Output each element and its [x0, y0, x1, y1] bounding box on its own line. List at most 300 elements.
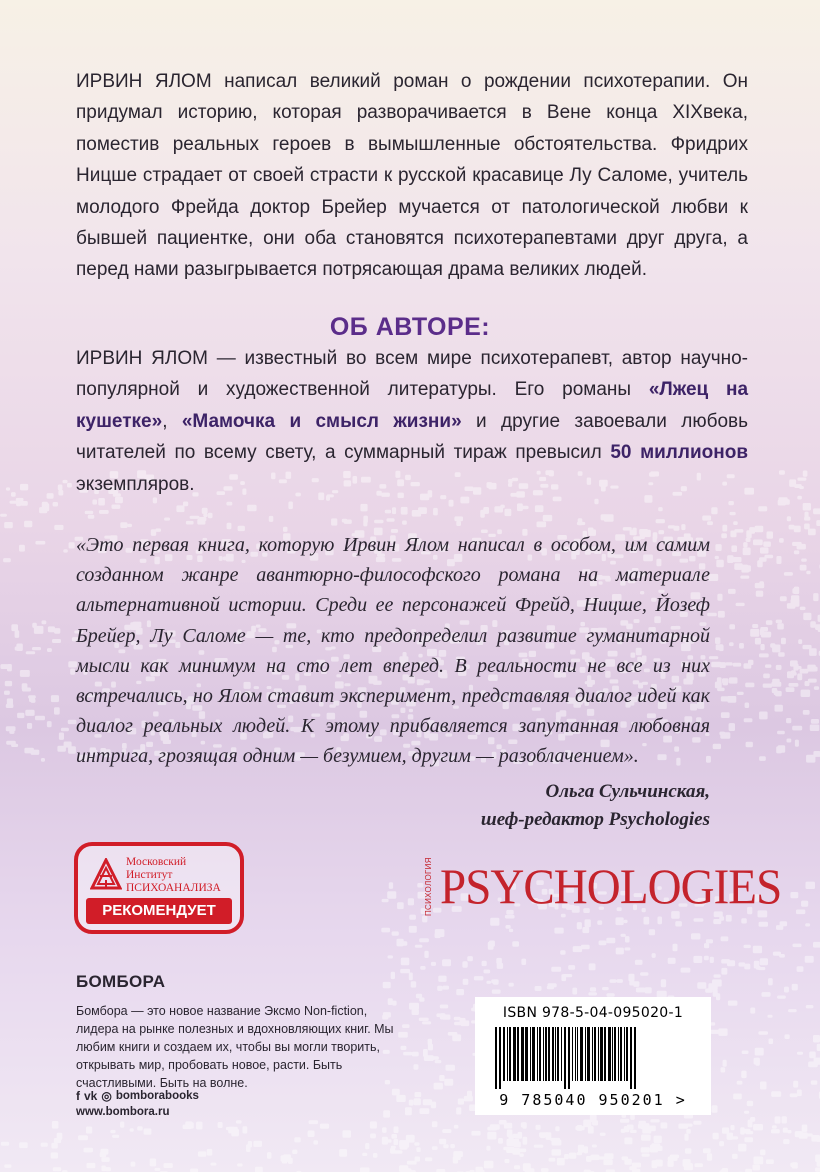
- mosaic-tile: [592, 1120, 598, 1125]
- mosaic-tile: [42, 502, 48, 510]
- mosaic-tile: [420, 1108, 430, 1114]
- mosaic-tile: [744, 718, 753, 722]
- mosaic-tile: [552, 1140, 562, 1146]
- mosaic-tile: [805, 923, 810, 926]
- mosaic-tile: [17, 713, 24, 718]
- mosaic-tile: [717, 688, 725, 692]
- mosaic-tile: [740, 576, 749, 579]
- mosaic-tile: [738, 1144, 746, 1152]
- mosaic-tile: [779, 954, 785, 958]
- book-title-liar-on-the-couch: «Лжец на кушетке»: [76, 379, 749, 432]
- mosaic-tile: [648, 1126, 656, 1132]
- mosaic-tile: [87, 1163, 96, 1168]
- mosaic-tile: [731, 1136, 738, 1139]
- mosaic-tile: [799, 1132, 808, 1139]
- mosaic-tile: [801, 690, 811, 697]
- mosaic-tile: [454, 516, 463, 521]
- mosaic-tile: [484, 1161, 494, 1169]
- mosaic-tile: [789, 525, 795, 530]
- barcode-bar: [530, 1027, 531, 1081]
- mosaic-tile: [762, 992, 771, 997]
- mosaic-tile: [555, 1126, 559, 1131]
- mosaic-tile: [592, 1145, 597, 1148]
- mosaic-tile: [744, 964, 750, 970]
- barcode-bar: [499, 1027, 501, 1089]
- mosaic-tile: [236, 1120, 242, 1123]
- mosaic-tile: [288, 502, 293, 510]
- mosaic-tile: [443, 1144, 448, 1148]
- mosaic-tile: [768, 978, 773, 985]
- mosaic-tile: [10, 501, 18, 504]
- mosaic-tile: [471, 1131, 480, 1136]
- mosaic-tile: [776, 620, 782, 624]
- mosaic-tile: [409, 973, 413, 981]
- mosaic-tile: [760, 629, 764, 636]
- mosaic-tile: [6, 704, 14, 708]
- mosaic-tile: [729, 642, 734, 646]
- barcode-bar: [555, 1027, 556, 1081]
- mosaic-tile: [186, 521, 194, 525]
- mosaic-tile: [811, 1080, 818, 1084]
- mosaic-tile: [431, 962, 436, 966]
- mosaic-tile: [52, 639, 61, 643]
- mosaic-tile: [642, 1154, 650, 1157]
- mosaic-tile: [748, 1120, 753, 1128]
- mosaic-tile: [536, 1125, 541, 1130]
- mosaic-tile: [440, 1013, 446, 1019]
- mosaic-tile: [775, 1116, 781, 1123]
- mosaic-tile: [685, 1134, 689, 1141]
- mosaic-tile: [730, 1125, 734, 1130]
- mosaic-tile: [480, 510, 485, 518]
- mosaic-tile: [629, 980, 634, 985]
- mosaic-tile: [808, 679, 817, 683]
- mosaic-tile: [721, 936, 729, 941]
- mosaic-tile: [790, 1163, 795, 1167]
- mosaic-tile: [808, 667, 818, 672]
- mosaic-tile: [727, 696, 736, 703]
- mosaic-tile: [144, 1128, 152, 1134]
- mosaic-tile: [808, 529, 816, 536]
- mosaic-tile: [509, 983, 514, 987]
- mosaic-tile: [512, 941, 519, 947]
- mosaic-tile: [344, 520, 352, 524]
- mosaic-tile: [419, 938, 429, 942]
- mosaic-tile: [59, 733, 64, 740]
- mosaic-tile: [0, 514, 7, 517]
- mosaic-tile: [783, 1128, 788, 1133]
- mosaic-tile: [577, 922, 582, 929]
- mosaic-tile: [27, 723, 32, 729]
- mosaic-tile: [543, 515, 552, 521]
- mosaic-tile: [778, 745, 786, 753]
- mosaic-tile: [777, 623, 784, 629]
- mosaic-tile: [754, 961, 760, 969]
- mosaic-tile: [791, 599, 800, 607]
- mosaic-tile: [51, 1152, 58, 1158]
- mosaic-tile: [365, 1143, 369, 1149]
- mosaic-tile: [790, 892, 798, 898]
- mosaic-tile: [185, 1121, 192, 1127]
- mosaic-tile: [483, 507, 489, 514]
- mosaic-tile: [772, 645, 780, 653]
- mosaic-tile: [458, 1099, 464, 1105]
- mosaic-tile: [753, 946, 762, 954]
- mosaic-tile: [197, 519, 205, 525]
- mosaic-tile: [758, 1031, 768, 1035]
- mosaic-tile: [47, 493, 54, 499]
- mosaic-tile: [509, 1135, 514, 1141]
- mosaic-tile: [620, 1119, 629, 1123]
- barcode-digits: 9 785040 950201 >: [499, 1091, 687, 1109]
- mosaic-tile: [729, 677, 738, 683]
- mosaic-tile: [363, 516, 368, 523]
- mosaic-tile: [3, 558, 11, 562]
- mosaic-tile: [127, 524, 132, 527]
- mosaic-tile: [785, 1034, 790, 1039]
- mosaic-tile: [407, 1161, 417, 1165]
- mosaic-tile: [415, 1092, 422, 1097]
- mosaic-tile: [813, 1061, 818, 1065]
- barcode-bar: [594, 1027, 596, 1081]
- mosaic-tile: [684, 1165, 690, 1170]
- mosaic-tile: [730, 531, 736, 538]
- mosaic-tile: [730, 512, 736, 515]
- mosaic-tile: [415, 945, 423, 948]
- mosaic-tile: [628, 974, 634, 982]
- mosaic-tile: [423, 1099, 432, 1105]
- mosaic-tile: [435, 933, 441, 938]
- mosaic-tile: [28, 695, 36, 698]
- mosaic-tile: [92, 500, 97, 505]
- mosaic-tile: [715, 682, 722, 689]
- mosaic-tile: [63, 549, 68, 552]
- barcode-bar: [626, 1027, 628, 1081]
- mosaic-tile: [211, 1163, 217, 1166]
- mosaic-tile: [776, 746, 782, 753]
- mosaic-tile: [806, 882, 816, 889]
- mosaic-tile: [432, 1146, 438, 1150]
- mosaic-tile: [267, 1152, 271, 1159]
- mosaic-tile: [455, 1154, 461, 1160]
- mosaic-tile: [176, 505, 184, 512]
- mosaic-tile: [711, 662, 721, 668]
- mosaic-tile: [381, 928, 390, 933]
- mosaic-tile: [710, 957, 714, 963]
- mosaic-tile: [800, 565, 807, 571]
- mosaic-tile: [41, 758, 45, 762]
- mosaic-tile: [464, 1096, 473, 1102]
- mosaic-tile: [796, 910, 805, 915]
- mosaic-tile: [507, 1139, 516, 1146]
- mosaic-tile: [759, 653, 769, 657]
- mosaic-tile: [754, 1058, 760, 1065]
- mosaic-tile: [781, 638, 786, 645]
- mosaic-tile: [753, 540, 763, 546]
- mosaic-tile: [811, 719, 819, 724]
- mosaic-tile: [32, 623, 37, 628]
- mosaic-tile: [541, 1168, 549, 1172]
- mosaic-tile: [766, 1159, 774, 1164]
- mosaic-tile: [801, 559, 807, 562]
- barcode-image: [489, 1027, 697, 1089]
- mosaic-tile: [616, 948, 624, 955]
- mosaic-tile: [35, 716, 45, 720]
- social-links: [76, 1089, 199, 1103]
- mosaic-tile: [67, 483, 72, 488]
- mosaic-tile: [711, 507, 717, 514]
- mosaic-tile: [554, 928, 563, 934]
- mosaic-tile: [452, 1034, 461, 1041]
- mosaic-tile: [805, 681, 810, 686]
- mosaic-tile: [693, 956, 702, 963]
- mosaic-tile: [655, 1160, 663, 1167]
- barcode-bar: [513, 1027, 516, 1081]
- mosaic-tile: [521, 1122, 527, 1127]
- mosaic-tile: [795, 740, 799, 747]
- mosaic-tile: [780, 921, 788, 926]
- mosaic-tile: [715, 637, 720, 644]
- mosaic-tile: [721, 968, 727, 975]
- mosaic-tile: [394, 1150, 403, 1153]
- mosaic-tile: [417, 883, 423, 888]
- mosaic-tile: [783, 1139, 789, 1144]
- publisher-name: БОМБОРА: [76, 972, 166, 991]
- mosaic-tile: [745, 683, 754, 688]
- mosaic-tile: [308, 1131, 315, 1138]
- mosaic-tile: [454, 1125, 459, 1129]
- mosaic-tile: [448, 1032, 458, 1036]
- about-author-heading: ОБ АВТОРЕ:: [329, 313, 491, 341]
- mosaic-tile: [573, 946, 582, 952]
- mosaic-tile: [686, 1124, 693, 1127]
- mosaic-tile: [288, 1158, 293, 1164]
- mosaic-tile: [409, 926, 417, 933]
- mosaic-tile: [599, 941, 607, 946]
- mosaic-tile: [15, 647, 22, 651]
- mosaic-tile: [718, 1028, 727, 1036]
- mosaic-tile: [454, 1017, 461, 1021]
- mosaic-tile: [419, 997, 424, 1001]
- mosaic-tile: [803, 613, 811, 620]
- mosaic-tile: [771, 1129, 780, 1133]
- mosaic-tile: [604, 1153, 613, 1159]
- mosaic-tile: [645, 987, 652, 993]
- mosaic-tile: [661, 1122, 668, 1128]
- mosaic-tile: [777, 996, 786, 999]
- mosaic-tile: [453, 1151, 463, 1157]
- mosaic-tile: [790, 660, 798, 666]
- mosaic-tile: [467, 956, 473, 961]
- mosaic-tile: [815, 624, 820, 630]
- mosaic-tile: [497, 963, 503, 969]
- mosaic-tile: [199, 517, 206, 521]
- mosaic-tile: [54, 1138, 61, 1143]
- mosaic-tile: [391, 1146, 396, 1149]
- barcode-bar: [624, 1027, 625, 1081]
- mosaic-tile: [753, 1124, 763, 1130]
- mosaic-tile: [39, 507, 47, 513]
- mosaic-tile: [804, 524, 810, 530]
- about-author-text: [76, 343, 748, 500]
- mosaic-tile: [399, 941, 407, 946]
- barcode-bar: [634, 1027, 636, 1089]
- mosaic-tile: [247, 505, 256, 512]
- mosaic-tile: [695, 1163, 703, 1167]
- mosaic-tile: [362, 1153, 367, 1156]
- mosaic-tile: [763, 632, 771, 637]
- mosaic-tile: [632, 1163, 641, 1168]
- intro-paragraph: ИРВИН ЯЛОМ написал великий роман о рождении психотерапии. Он придумал историю, которая разворачивается в Вене конца XIXвека, поместив реальных героев в вымышленные обстоятельства. Фридрих Ницше страдает от своей страсти к русской красавице Лу Саломе, учитель молодого Фрейда доктор Брейер мучается от патологической любви к бывшей пациентке, они оба становятся психотерапевтами друг друга, а перед нами разыгрывается потрясающая драма великих людей.: [76, 71, 748, 281]
- mosaic-tile: [802, 1125, 808, 1132]
- psychologies-subtitle: ПСИХОЛОГИЯ: [424, 857, 433, 916]
- mosaic-tile: [754, 1157, 764, 1165]
- mosaic-tile: [755, 583, 764, 588]
- mosaic-tile: [435, 929, 445, 937]
- mosaic-tile: [713, 1133, 719, 1140]
- mosaic-tile: [752, 624, 758, 628]
- mosaic-tile: [564, 1154, 569, 1159]
- mosaic-tile: [602, 987, 609, 990]
- mosaic-tile: [1, 1142, 9, 1146]
- mosaic-tile: [764, 555, 773, 559]
- mosaic-tile: [370, 1134, 376, 1139]
- mosaic-tile: [462, 961, 467, 968]
- mosaic-tile: [196, 1122, 202, 1130]
- mosaic-tile: [712, 1105, 718, 1113]
- mosaic-tile: [294, 1137, 300, 1142]
- mosaic-tile: [733, 1094, 742, 1100]
- mosaic-tile: [758, 506, 767, 511]
- mosaic-tile: [42, 620, 47, 624]
- mosaic-tile: [708, 983, 717, 990]
- mosaic-tile: [42, 503, 49, 511]
- mosaic-tile: [624, 1159, 631, 1165]
- mosaic-tile: [53, 1167, 61, 1171]
- mosaic-tile: [794, 587, 799, 595]
- mosaic-tile: [540, 1134, 545, 1138]
- mosaic-tile: [383, 1139, 392, 1143]
- mosaic-tile: [741, 568, 749, 573]
- mosaic-tile: [719, 645, 724, 651]
- mosaic-tile: [399, 1140, 409, 1148]
- mosaic-tile: [745, 565, 751, 572]
- mosaic-tile: [722, 678, 729, 683]
- mosaic-tile: [740, 1127, 745, 1134]
- about-text-part-3: экземпляров.: [76, 473, 195, 495]
- mosaic-tile: [668, 1157, 678, 1161]
- mosaic-tile: [668, 958, 676, 964]
- mosaic-tile: [789, 479, 796, 487]
- mosaic-tile: [88, 515, 95, 519]
- mosaic-tile: [392, 931, 399, 935]
- mosaic-tile: [385, 510, 391, 514]
- mosaic-tile: [499, 1120, 507, 1125]
- barcode-bar: [561, 1027, 562, 1081]
- mosaic-tile: [521, 959, 526, 965]
- mosaic-tile: [786, 687, 795, 692]
- mosaic-tile: [734, 529, 743, 533]
- barcode-bar: [598, 1027, 599, 1081]
- mosaic-tile: [808, 1062, 818, 1068]
- mosaic-tile: [523, 1137, 528, 1145]
- mosaic-tile: [713, 990, 718, 997]
- mosaic-tile: [797, 666, 801, 669]
- mosaic-tile: [438, 976, 446, 982]
- mosaic-tile: [707, 521, 713, 525]
- mosaic-tile: [661, 979, 666, 987]
- barcode-block: [475, 997, 711, 1115]
- mosaic-tile: [253, 1141, 262, 1147]
- mosaic-tile: [489, 941, 495, 947]
- mosaic-tile: [705, 988, 712, 992]
- mosaic-tile: [506, 925, 511, 929]
- mosaic-tile: [518, 1149, 527, 1153]
- mosaic-tile: [606, 938, 615, 943]
- barcode-bar: [521, 1027, 524, 1081]
- mosaic-tile: [772, 679, 780, 685]
- mosaic-tile: [650, 1145, 658, 1153]
- mosaic-tile: [727, 555, 733, 563]
- barcode-bar: [517, 1027, 519, 1081]
- barcode-bar: [572, 1027, 573, 1081]
- mosaic-tile: [761, 632, 771, 637]
- mosaic-tile: [760, 547, 769, 553]
- quote-attribution: [481, 778, 710, 834]
- mosaic-tile: [801, 901, 808, 907]
- mosaic-tile: [231, 1129, 239, 1137]
- barcode-bar: [612, 1027, 613, 1081]
- barcode-bar: [630, 1027, 632, 1089]
- mosaic-tile: [394, 1126, 399, 1133]
- mosaic-tile: [627, 1125, 634, 1130]
- mosaic-tile: [428, 1044, 433, 1051]
- mosaic-tile: [746, 742, 753, 748]
- barcode-bar: [525, 1027, 528, 1081]
- mosaic-tile: [776, 556, 781, 564]
- mosaic-tile: [112, 1135, 119, 1138]
- mosaic-tile: [668, 1160, 674, 1167]
- mosaic-tile: [732, 1154, 738, 1159]
- mosaic-tile: [787, 739, 792, 743]
- mosaic-tile: [629, 1166, 636, 1170]
- mosaic-tile: [810, 725, 820, 732]
- mosaic-tile: [20, 501, 28, 506]
- mosaic-tile: [790, 672, 796, 676]
- barcode-bar: [592, 1027, 593, 1081]
- mosaic-tile: [548, 983, 557, 987]
- mosaic-tile: [778, 652, 785, 657]
- mosaic-tile: [269, 516, 274, 522]
- mosaic-tile: [506, 1147, 514, 1154]
- mosaic-tile: [63, 480, 68, 483]
- mosaic-tile: [500, 505, 505, 509]
- mosaic-tile: [604, 514, 614, 521]
- mosaic-tile: [48, 626, 55, 632]
- mosaic-tile: [814, 1058, 820, 1065]
- mosaic-tile: [490, 918, 499, 926]
- mosaic-tile: [654, 1136, 662, 1143]
- mosaic-tile: [670, 1155, 679, 1159]
- mosaic-tile: [517, 503, 523, 511]
- mosaic-tile: [456, 989, 464, 995]
- mosaic-tile: [581, 945, 590, 950]
- mosaic-tile: [243, 1126, 248, 1133]
- mosaic-tile: [722, 1127, 729, 1133]
- mosaic-tile: [6, 487, 10, 490]
- mosaic-tile: [446, 1065, 455, 1071]
- mosaic-tile: [443, 986, 450, 990]
